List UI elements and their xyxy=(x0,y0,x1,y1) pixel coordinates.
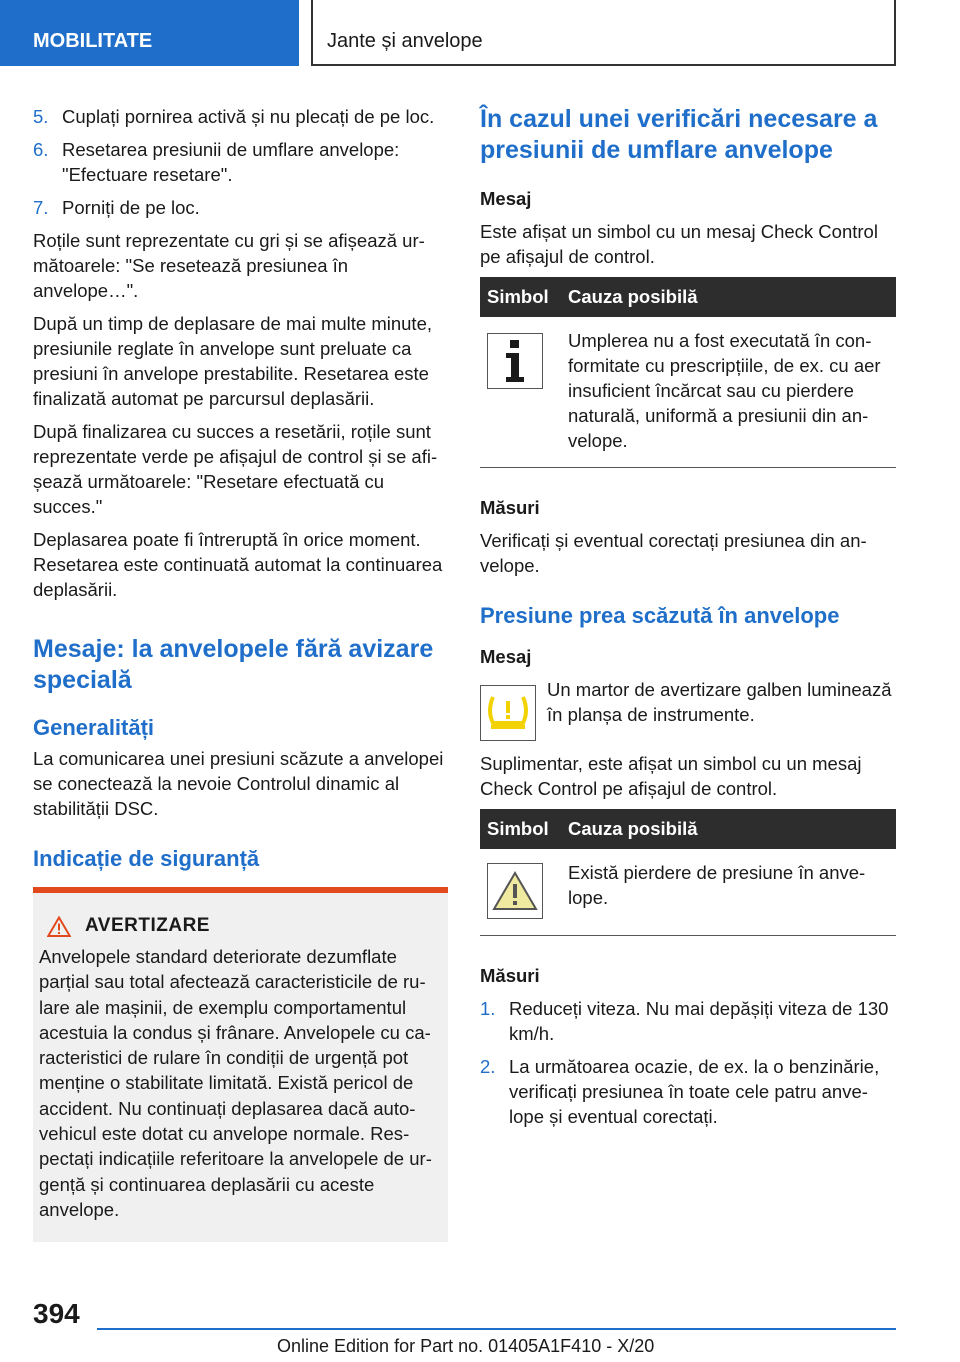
table-header-cause: Cauza posibilă xyxy=(568,809,896,849)
symbol-table xyxy=(480,277,896,468)
section-heading: Mesaje: la anvelopele fără avizare specială xyxy=(33,635,434,694)
paragraph: Deplasarea poate fi întreruptă în orice moment. Resetarea este continuată automat la continuarea deplasării. xyxy=(33,529,443,600)
subsection-heading: Presiune prea scăzută în anvelope xyxy=(480,603,840,628)
lamp-text: Un martor de avertizare galben luminează în planșa de instrumente. xyxy=(547,679,892,725)
message-label: Mesaj xyxy=(480,188,532,209)
cause-cell: Umplerea nu a fost executată în conformitate cu prescripțiile, de ex. cu aer insuficient încărcat sau cu pierdere naturală, uniformă a presiunii din anvelope. xyxy=(568,317,896,468)
page-header xyxy=(0,0,960,66)
warning-text: Anvelopele standard deteriorate dezumflate parțial sau total afectează caracteristicile de rulare ale mașinii, de exemplu comportamentul acestuia la condus și frânare. Anvelopele cu caracteristici de rulare în condiții de urgență pot menține o stabilitate limitată. Există pericol de accident. Nu continuați deplasarea dacă autovehicul este dotat cu anvelope normale. Respectați indicațiile referitoare la anvelopele de urgență și continuarea deplasării cu aceste anvelope. xyxy=(39,946,432,1220)
paragraph: Roțile sunt reprezentate cu gri și se afișează următoarele: "Se resetează presiunea în anvelope…". xyxy=(33,230,425,301)
table-header-symbol: Simbol xyxy=(480,809,568,849)
warning-triangle-icon xyxy=(487,863,543,919)
step-item: 2. La următoarea ocazie, de ex. la o benzinărie, verificați presiunea în toate cele patru anvelope și eventual corectați. xyxy=(480,1056,880,1127)
warning-lamp-row xyxy=(480,677,896,741)
chapter-tab: Jante și anvelope xyxy=(311,0,896,66)
cause-cell: Există pierdere de presiune în anvelope. xyxy=(568,849,896,936)
left-column xyxy=(33,104,448,1242)
warning-header xyxy=(39,915,441,937)
step-item: 7. Porniți de pe loc. xyxy=(33,197,200,218)
measures-label: Măsuri xyxy=(480,497,540,518)
paragraph: Este afișat un simbol cu un mesaj Check Control pe afișajul de control. xyxy=(480,221,878,267)
warning-box xyxy=(33,887,448,1242)
subsection-heading: Generalități xyxy=(33,715,155,740)
footer-divider xyxy=(97,1328,896,1330)
table-header-symbol: Simbol xyxy=(480,277,568,317)
page-number: 394 xyxy=(33,1298,80,1329)
paragraph: Suplimentar, este afișat un simbol cu un mesaj Check Control pe afișajul de control. xyxy=(480,753,862,799)
message-label: Mesaj xyxy=(480,646,532,667)
table-header-cause: Cauza posibilă xyxy=(568,277,896,317)
paragraph: La comunicarea unei presiuni scăzute a anvelopei se conectează la nevoie Controlul dinamic al stabilității DSC. xyxy=(33,748,444,819)
paragraph: După un timp de deplasare de mai multe minute, presiunile reglate în anvelope sunt preluate ca presiuni în anvelope prestabilite. Resetarea este finalizată automat pe parcursul deplasării. xyxy=(33,313,432,409)
symbol-table xyxy=(480,809,896,936)
tire-pressure-warning-icon xyxy=(480,685,536,741)
table-row xyxy=(480,317,896,468)
measures-label: Măsuri xyxy=(480,965,540,986)
subsection-heading: Indicație de siguranță xyxy=(33,846,260,871)
section-tab: MOBILITATE xyxy=(0,0,299,66)
warning-triangle-icon xyxy=(47,916,71,937)
warning-title: AVERTIZARE xyxy=(85,915,210,936)
right-column xyxy=(480,104,896,1137)
step-item: 6. Resetarea presiunii de umflare anvelope: "Efectuare resetare". xyxy=(33,139,400,185)
info-icon xyxy=(487,333,543,389)
edition-text: Online Edition for Part no. 01405A1F410 - X/20 xyxy=(277,1336,655,1356)
table-row xyxy=(480,849,896,936)
paragraph: Verificați și eventual corectați presiunea din anvelope. xyxy=(480,530,867,576)
paragraph: După finalizarea cu succes a resetării, roțile sunt reprezentate verde pe afișajul de control și se afișează următoarele: "Resetare efectuată cu succes." xyxy=(33,421,438,517)
step-item: 1. Reduceți viteza. Nu mai depășiți viteza de 130 km/h. xyxy=(480,998,889,1044)
step-item: 5. Cuplați pornirea activă și nu plecați de pe loc. xyxy=(33,106,435,127)
section-heading: În cazul unei verificări necesare a presiunii de umflare anvelope xyxy=(480,105,878,164)
